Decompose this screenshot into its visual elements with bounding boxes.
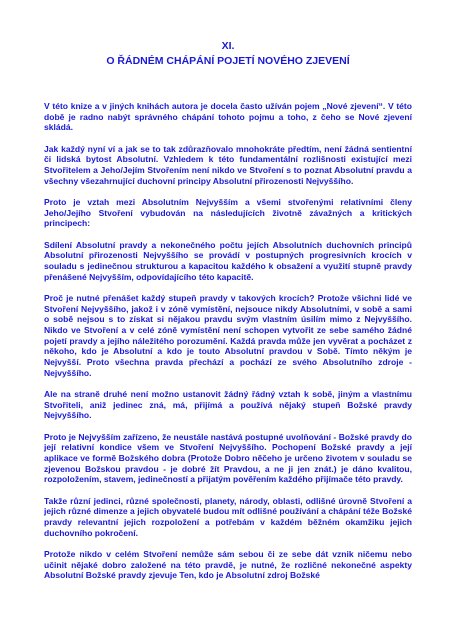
paragraph: Protože nikdo v celém Stvoření nemůže sám sebou či ze sebe dát vznik ničemu nebo učinit nějaké dobro založené na této pravdě, je nutné, že rozličné nekonečné aspekty Absolutní Božské pravdy zjevuje Ten, kdo je Absolutní zdroj Božské bbox=[44, 548, 412, 581]
paragraph: Jak každý nyní ví a jak se to tak zdůrazňovalo mnohokráte předtím, není žádná sentientní či lidská bytost Absolutní. Vzhledem k této fundamentální rozlišnosti existující mezi Stvořitelem a Jeho/Jejím Stvořením není nikdo ve Stvoření s to poznat Absolutní pravdu a všechny všezahrnující duchovní principy Absolutní přirozenosti Nejvyššího. bbox=[44, 143, 412, 186]
chapter-number: XI. bbox=[221, 40, 235, 52]
paragraph: V této knize a v jiných knihách autora je docela často užíván pojem „Nové zjevení“. V této době je radno nabýt správného chápání tohoto pojmu a toho, z čeho se Nové zjevení skládá. bbox=[44, 101, 412, 133]
paragraph: Proto je vztah mezi Absolutním Nejvyšším a všemi stvořenými relativními členy Jeho/Jejího Stvoření vybudován na následujících životně závažných a kritických principech: bbox=[44, 196, 412, 229]
paragraph: Proto je Nejvyšším zařízeno, že neustále nastává postupné uvolňování - Božské pravdy do její relativní kondice všem ve Stvoření Nejvyššího. Pochopení Božské pravdy a její aplikace ve formě Božského dobra (Protože Dobro něčeho je určeno životem v souladu se zjevenou Božskou pravdou - je dobré žít Pravdou, a ne ji jen znát.) je dáno kvalitou, rozpoložením, stavem, jedinečností a přijatým pověřením každého přijímače této pravdy. bbox=[44, 431, 412, 485]
chapter-title: O ŘÁDNÉM CHÁPÁNÍ POJETÍ NOVÉHO ZJEVENÍ bbox=[106, 55, 350, 67]
paragraph: Sdílení Absolutní pravdy a nekonečného počtu jejích Absolutních duchovních principů Absolutní přirozenosti Nejvyššího se provádí v postupných progresivních krocích v souladu s jedinečnou strukturou a kapacitou každého k obsažení a využití stupně pravdy přenášené Nejvyšším, odpovídajícího této kapacitě. bbox=[44, 239, 412, 282]
paragraph: Proč je nutné přenášet každý stupeň pravdy v takových krocích? Protože všichni lidé ve Stvoření Nejvyššího, jakož i v zóně vymístění, nejsouce nikdy Absolutními, v sobě a sami o sobě nejsou s to získat si nějakou pravdu svým vlastním úsilím mimo z Nejvyššího. Nikdo ve Stvoření a v celé zóně vymístění není schopen vytvořit ze sebe samého žádné pojetí pravdy a jejího náležitého porozumění. Každá pravda může jen vyvěrat a pocházet z někoho, kdo je Absolutní a kdo je touto Absolutní pravdou v Sobě. Tímto někým je Nejvyšší. Proto všechna pravda přechází a pochází ze svého Absolutního zdroje - Nejvyššího. bbox=[44, 292, 412, 378]
paragraph: Takže různí jedinci, různé společnosti, planety, národy, oblasti, odlišné úrovně Stvoření a jejich různé dimenze a jejich obyvatelé budou mít odlišné používání a chápání téže Božské pravdy relevantní jejich rozpoložení a potřebám v každém běžném okamžiku jejich duchovního pokročení. bbox=[44, 495, 412, 538]
paragraph: Ale na straně druhé není možno ustanovit žádný řádný vztah k sobě, jiným a vlastnímu Stvořiteli, aniž jedinec zná, má, přijímá a používá nějaký stupeň Božské pravdy Nejvyššího. bbox=[44, 388, 412, 421]
